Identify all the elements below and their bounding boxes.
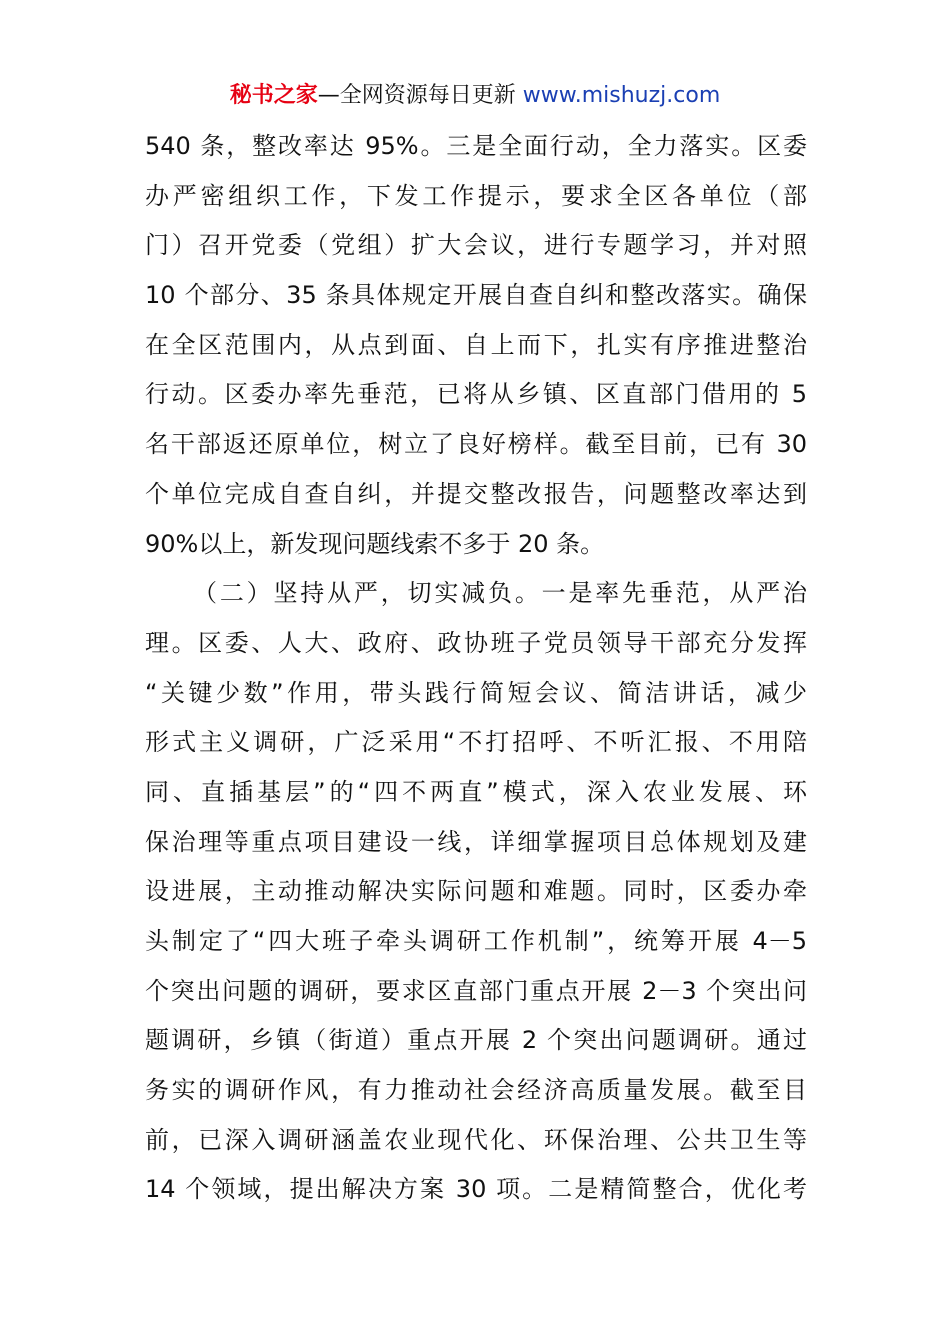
- text-line: 同、直插基层”的“四不两直”模式，深入农业发展、环: [145, 777, 807, 806]
- document-body: [145, 122, 807, 1215]
- text-line: 在全区范围内，从点到面、自上而下，扎实有序推进整治: [145, 330, 807, 359]
- text-line: 保治理等重点项目建设一线，详细掌握项目总体规划及建: [145, 827, 807, 856]
- text-line: 设进展，主动推动解决实际问题和难题。同时，区委办牵: [145, 877, 807, 906]
- text-line: 头制定了“四大班子牵头调研工作机制”，统筹开展 4－5: [145, 927, 807, 955]
- text-line: 办严密组织工作，下发工作提示，要求全区各单位（部: [145, 181, 807, 210]
- text-line: 题调研，乡镇（街道）重点开展 2 个突出问题调研。通过: [145, 1026, 807, 1055]
- text-line: 个突出问题的调研，要求区直部门重点开展 2－3 个突出问: [145, 976, 807, 1005]
- site-tagline: —全网资源每日更新: [317, 83, 523, 108]
- text-line: 个单位完成自查自纠，并提交整改报告，问题整改率达到: [145, 479, 807, 508]
- text-line: 理。区委、人大、政府、政协班子党员领导干部充分发挥: [145, 628, 807, 657]
- text-line: 前，已深入调研涵盖农业现代化、环保治理、公共卫生等: [145, 1125, 807, 1154]
- text-line: “关键少数”作用，带头践行简短会议、简洁讲话，减少: [145, 678, 807, 707]
- text-line: 540 条，整改率达 95%。三是全面行动，全力落实。区委: [145, 132, 807, 160]
- site-name: 秘书之家: [229, 83, 318, 108]
- text-line: 14 个领域，提出解决方案 30 项。二是精简整合，优化考: [145, 1175, 807, 1204]
- text-line: 10 个部分、35 条具体规定开展自查自纠和整改落实。确保: [145, 281, 807, 310]
- text-line: 门）召开党委（党组）扩大会议，进行专题学习，并对照: [145, 231, 807, 260]
- site-url[interactable]: www.mishuzj.com: [522, 83, 721, 108]
- page-header: [0, 80, 950, 112]
- text-line: 90%以上，新发现问题线索不多于 20 条。: [145, 529, 605, 558]
- text-line: 形式主义调研，广泛采用“不打招呼、不听汇报、不用陪: [145, 728, 807, 757]
- section-heading-line: （二）坚持从严，切实减负。一是率先垂范，从严治: [193, 579, 807, 608]
- text-line: 名干部返还原单位，树立了良好榜样。截至目前，已有 30: [145, 430, 807, 459]
- text-line: 务实的调研作风，有力推动社会经济高质量发展。截至目: [145, 1076, 807, 1105]
- text-line: 行动。区委办率先垂范，已将从乡镇、区直部门借用的 5: [145, 380, 807, 409]
